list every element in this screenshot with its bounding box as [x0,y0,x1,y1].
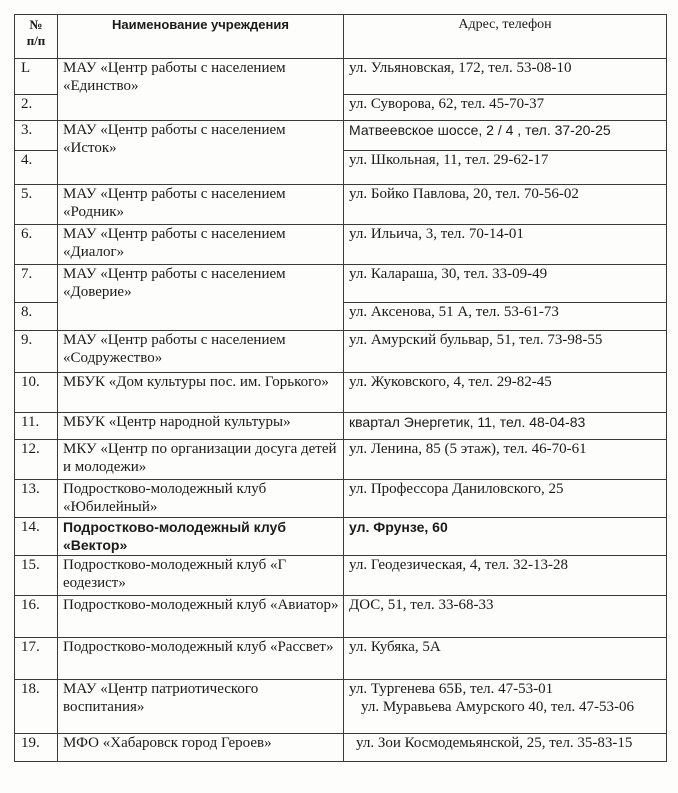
row-name: МАУ «Центр работы с населением «Единство» [58,59,344,121]
row-number: 14. [15,518,58,556]
table-row [15,331,667,373]
row-address: ДОС, 51, тел. 33-68-33 [344,596,667,638]
row-address: ул. Аксенова, 51 А, тел. 53-61-73 [344,303,667,331]
table-row [15,59,667,95]
table-row [15,121,667,151]
row-address: ул. Зои Космодемьянской, 25, тел. 35-83-15 [344,734,667,762]
row-number: 4. [15,151,58,185]
row-address: ул. Калараша, 30, тел. 33-09-49 [344,265,667,303]
table-row [15,734,667,762]
row-address: Матвеевское шоссе, 2 / 4 , тел. 37-20-25 [344,121,667,151]
row-name: МБУК «Дом культуры пос. им. Горького» [58,373,344,413]
row-name: МАУ «Центр работы с населением «Исток» [58,121,344,185]
row-address: ул. Фрунзе, 60 [344,518,667,556]
row-address: квартал Энергетик, 11, тел. 48-04-83 [344,413,667,440]
row-name: МБУК «Центр народной культуры» [58,413,344,440]
row-number: 5. [15,185,58,225]
address-line: ул. Тургенева 65Б, тел. 47-53-01 [349,681,554,697]
table-row [15,373,667,413]
row-number: 15. [15,556,58,596]
row-name: Подростково-молодежный клуб «Авиатор» [58,596,344,638]
row-number: 9. [15,331,58,373]
row-address: ул. Бойко Павлова, 20, тел. 70-56-02 [344,185,667,225]
table-row [15,185,667,225]
row-address: ул. Геодезическая, 4, тел. 32-13-28 [344,556,667,596]
row-number: 18. [15,680,58,734]
row-address: ул. Суворова, 62, тел. 45-70-37 [344,95,667,121]
table-row [15,265,667,303]
row-address: ул. Профессора Даниловского, 25 [344,480,667,518]
row-name: Подростково-молодежный клуб «Вектор» [58,518,344,556]
row-address: ул. Ульяновская, 172, тел. 53-08-10 [344,59,667,95]
row-name: МАУ «Центр работы с населением «Родник» [58,185,344,225]
row-address: ул. Школьная, 11, тел. 29-62-17 [344,151,667,185]
row-name: Подростково-молодежный клуб «Г еодезист» [58,556,344,596]
row-number: 11. [15,413,58,440]
row-number: 13. [15,480,58,518]
row-number: 7. [15,265,58,303]
table-row [15,556,667,596]
row-number: 2. [15,95,58,121]
row-address: ул. Ленина, 85 (5 этаж), тел. 46-70-61 [344,440,667,480]
row-number: 12. [15,440,58,480]
row-number: 16. [15,596,58,638]
header-number: № п/п [15,15,58,59]
table-row [15,225,667,265]
row-number: 6. [15,225,58,265]
table-row [15,638,667,680]
row-name: Подростково-молодежный клуб «Рассвет» [58,638,344,680]
table-row [15,413,667,440]
table-row [15,680,667,734]
row-name: МАУ «Центр работы с населением «Доверие» [58,265,344,331]
row-address: ул. Жуковского, 4, тел. 29-82-45 [344,373,667,413]
row-address: ул. Ильича, 3, тел. 70-14-01 [344,225,667,265]
address-line: ул. Муравьева Амурского 40, тел. 47-53-06 [361,699,635,715]
table-row [15,596,667,638]
row-number: 8. [15,303,58,331]
row-name: МАУ «Центр работы с населением «Диалог» [58,225,344,265]
row-address [344,680,667,734]
row-name: МКУ «Центр по организации досуга детей и молодежи» [58,440,344,480]
table-header-row [15,15,667,59]
row-address: ул. Амурский бульвар, 51, тел. 73-98-55 [344,331,667,373]
row-name: МФО «Хабаровск город Героев» [58,734,344,762]
row-number: 17. [15,638,58,680]
header-name: Наименование учреждения [58,15,344,59]
row-name: МАУ «Центр работы с населением «Содружество» [58,331,344,373]
header-address: Адрес, телефон [344,15,667,59]
row-number: L [15,59,58,95]
row-address: ул. Кубяка, 5А [344,638,667,680]
row-number: 3. [15,121,58,151]
row-name: МАУ «Центр патриотического воспитания» [58,680,344,734]
table-row [15,518,667,556]
table-row [15,440,667,480]
row-number: 19. [15,734,58,762]
row-name: Подростково-молодежный клуб «Юбилейный» [58,480,344,518]
row-number: 10. [15,373,58,413]
table-row [15,480,667,518]
institutions-table [14,14,667,762]
